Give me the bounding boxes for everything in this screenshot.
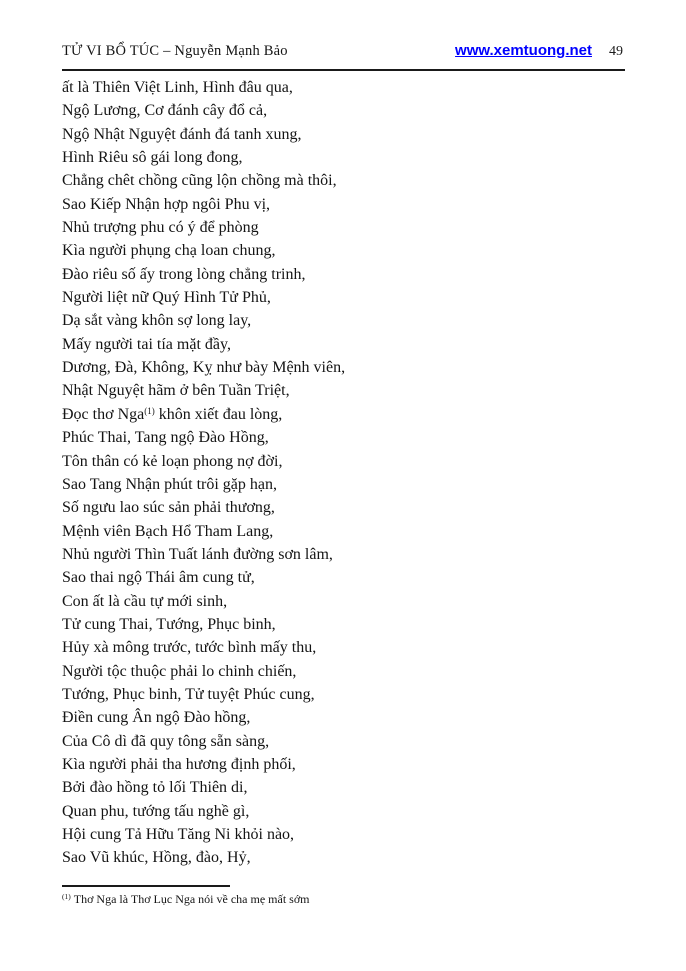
footnote-rule — [62, 885, 230, 887]
poem-line: Người tộc thuộc phải lo chinh chiến, — [62, 662, 297, 680]
poem-line: Kìa người phụng chạ loan chung, — [62, 242, 276, 260]
poem-line: Sao Kiếp Nhận hợp ngôi Phu vị, — [62, 195, 271, 213]
poem-line: Tử cung Thai, Tướng, Phục binh, — [62, 615, 276, 633]
poem-line: Đọc thơ Nga$^{(1)}$ khôn xiết đau lòng, — [62, 405, 283, 423]
page-header — [62, 42, 623, 60]
poem-line: Mệnh viên Bạch Hổ Tham Lang, — [62, 522, 274, 540]
poem-line: Hội cung Tả Hữu Tăng Ni khỏi nào, — [62, 826, 295, 843]
poem-line: Nhủ trượng phu có ý để phòng — [62, 219, 259, 237]
poem-line: Dương, Đà, Không, Kỵ như bày Mệnh viên, — [62, 359, 346, 377]
poem-line: Điền cung Ân ngộ Đào hồng, — [62, 709, 251, 727]
website-link[interactable]: www.xemtuong.net — [455, 42, 592, 59]
poem-line: Chẳng chêt chồng cũng lộn chồng mà thôi, — [62, 172, 337, 190]
book-title: TỬ VI BỔ TÚC – Nguyễn Mạnh Bảo — [62, 43, 288, 59]
poem-line: Kìa người phải tha hương định phối, — [62, 755, 296, 773]
poem-line: Người liệt nữ Quý Hình Tử Phủ, — [62, 289, 271, 307]
poem-line: Dạ sắt vàng khôn sợ long lay, — [62, 312, 252, 330]
poem-line: Sao Vũ khúc, Hồng, đào, Hỷ, — [62, 849, 251, 867]
poem-line: Tướng, Phục binh, Tử tuyệt Phúc cung, — [62, 685, 315, 703]
poem-text — [62, 76, 345, 870]
poem-line: Phúc Thai, Tang ngộ Đào Hồng, — [62, 429, 269, 447]
footnote-marker: (1) — [62, 892, 71, 901]
footnote-text: Thơ Nga là Thơ Lục Nga nói về cha mẹ mất sớm — [73, 892, 310, 906]
poem-line: Hủy xà mông trước, tước bình mấy thu, — [62, 639, 317, 657]
poem-line: Nhủ người Thìn Tuất lánh đường sơn lâm, — [62, 545, 333, 563]
page-number: 49 — [609, 44, 623, 59]
poem-line: Hình Riêu sô gái long đong, — [62, 149, 243, 167]
poem-line: Số ngưu lao súc sản phải thương, — [62, 499, 275, 517]
poem-line: Ngộ Nhật Nguyệt đánh đá tanh xung, — [62, 125, 302, 143]
poem-line: Đào riêu số ấy trong lòng chẳng trinh, — [62, 265, 306, 283]
poem-line: Sao thai ngộ Thái âm cung tử, — [62, 569, 255, 587]
header-right-group — [455, 42, 623, 60]
poem-line: Quan phu, tướng tấu nghề gì, — [62, 802, 250, 820]
footnote-ref: (1) — [144, 405, 155, 416]
poem-line: Bởi đào hồng tỏ lối Thiên di, — [62, 779, 248, 797]
poem-line: Sao Tang Nhận phút trôi gặp hạn, — [62, 475, 277, 493]
poem-line: Con ất là cầu tự mới sinh, — [62, 592, 228, 610]
poem-line: Nhật Nguyệt hãm ở bên Tuần Triệt, — [62, 382, 290, 400]
poem-line: Của Cô dì đã quy tông sẵn sàng, — [62, 732, 270, 750]
footnote — [62, 891, 310, 907]
poem-line: Mấy người tai tía mặt đầy, — [62, 335, 231, 353]
poem-line: Tôn thân có kẻ loạn phong nợ đời, — [62, 452, 283, 470]
poem-line: Ngộ Lương, Cơ đánh cây đổ cả, — [62, 102, 268, 120]
poem-line: ất là Thiên Việt Linh, Hình đâu qua, — [62, 79, 293, 96]
header-rule — [62, 69, 625, 71]
